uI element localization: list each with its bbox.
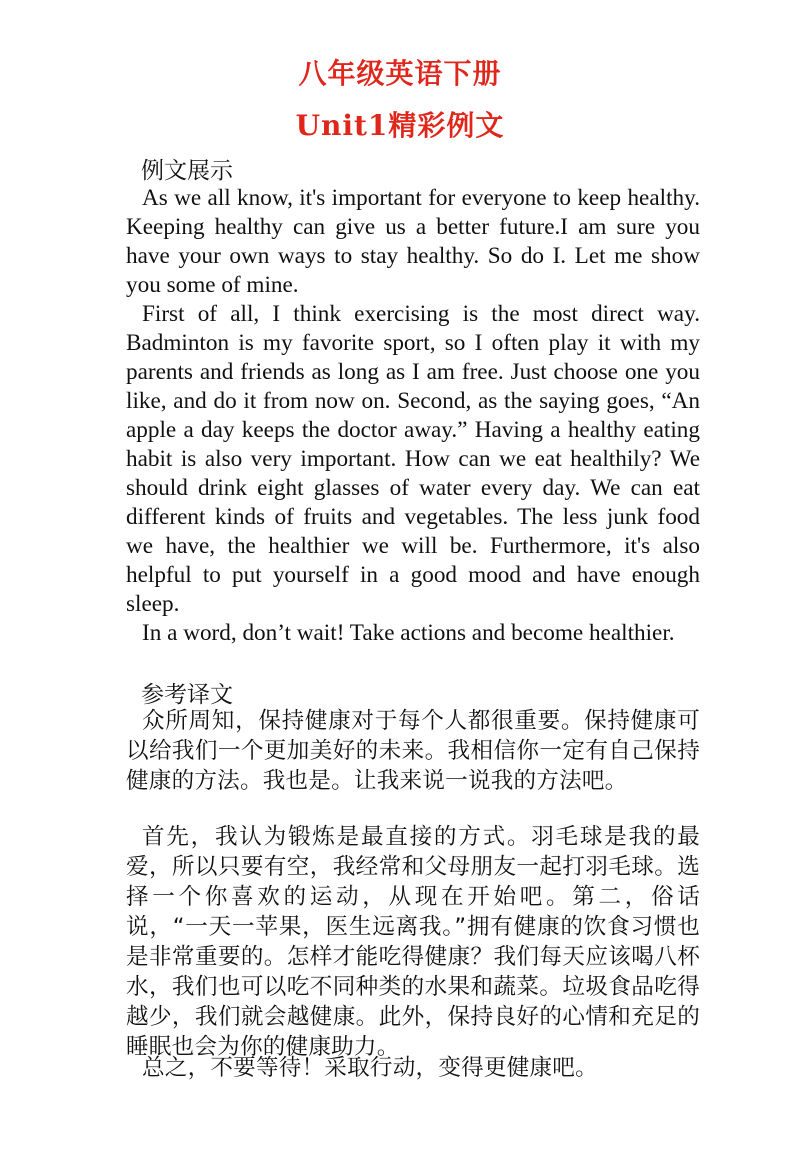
sample-essay-label: 例文展示 bbox=[141, 158, 233, 184]
document-subtitle: Unit1精彩例文 bbox=[295, 109, 505, 142]
essay-paragraph: In a word, don’t wait! Take actions and become healthier. bbox=[142, 620, 675, 646]
translation-paragraph: 首先，我认为锻炼是最直接的方式。羽毛球是我的最爱，所以只要有空，我经常和父母朋友一起打羽毛球。选择一个你喜欢的运动，从现在开始吧。第二，俗话说，“一天一苹果，医生远离我。”拥有健康的饮食习惯也是非常重要的。怎样才能吃得健康？我们每天应该喝八杯水，我们也可以吃不同种类的水果和蔬菜。垃圾食品吃得越少，我们就会越健康。此外，保持良好的心情和充足的睡眠也会为你的健康助力。 bbox=[126, 824, 700, 1060]
essay-paragraph: First of all, I think exercising is the most direct way. Badminton is my favorite sport, so I often play it with my parents and friends as long as I am free. Just choose one you like, and do it from now on. Second, as the saying goes, “An apple a day keeps the doctor away.” Having a healthy eating habit is also very important. How can we eat healthily? We should drink eight glasses of water every day. We can eat different kinds of fruits and vegetables. The less junk food we have, the healthier we will be. Furthermore, it's also helpful to put yourself in a good mood and have enough sleep. bbox=[126, 301, 700, 617]
translation-paragraph: 众所周知，保持健康对于每个人都很重要。保持健康可以给我们一个更加美好的未来。我相信你一定有自己保持健康的方法。我也是。让我来说一说我的方法吧。 bbox=[126, 708, 700, 794]
translation-paragraph: 总之，不要等待！采取行动，变得更健康吧。 bbox=[142, 1055, 598, 1081]
document-title: 八年级英语下册 bbox=[298, 57, 502, 90]
essay-paragraph: As we all know, it's important for everyone to keep healthy. Keeping healthy can give us a better future.I am sure you have your own ways to stay healthy. So do I. Let me show you some of mine. bbox=[126, 185, 700, 298]
translation-label: 参考译文 bbox=[141, 682, 233, 708]
